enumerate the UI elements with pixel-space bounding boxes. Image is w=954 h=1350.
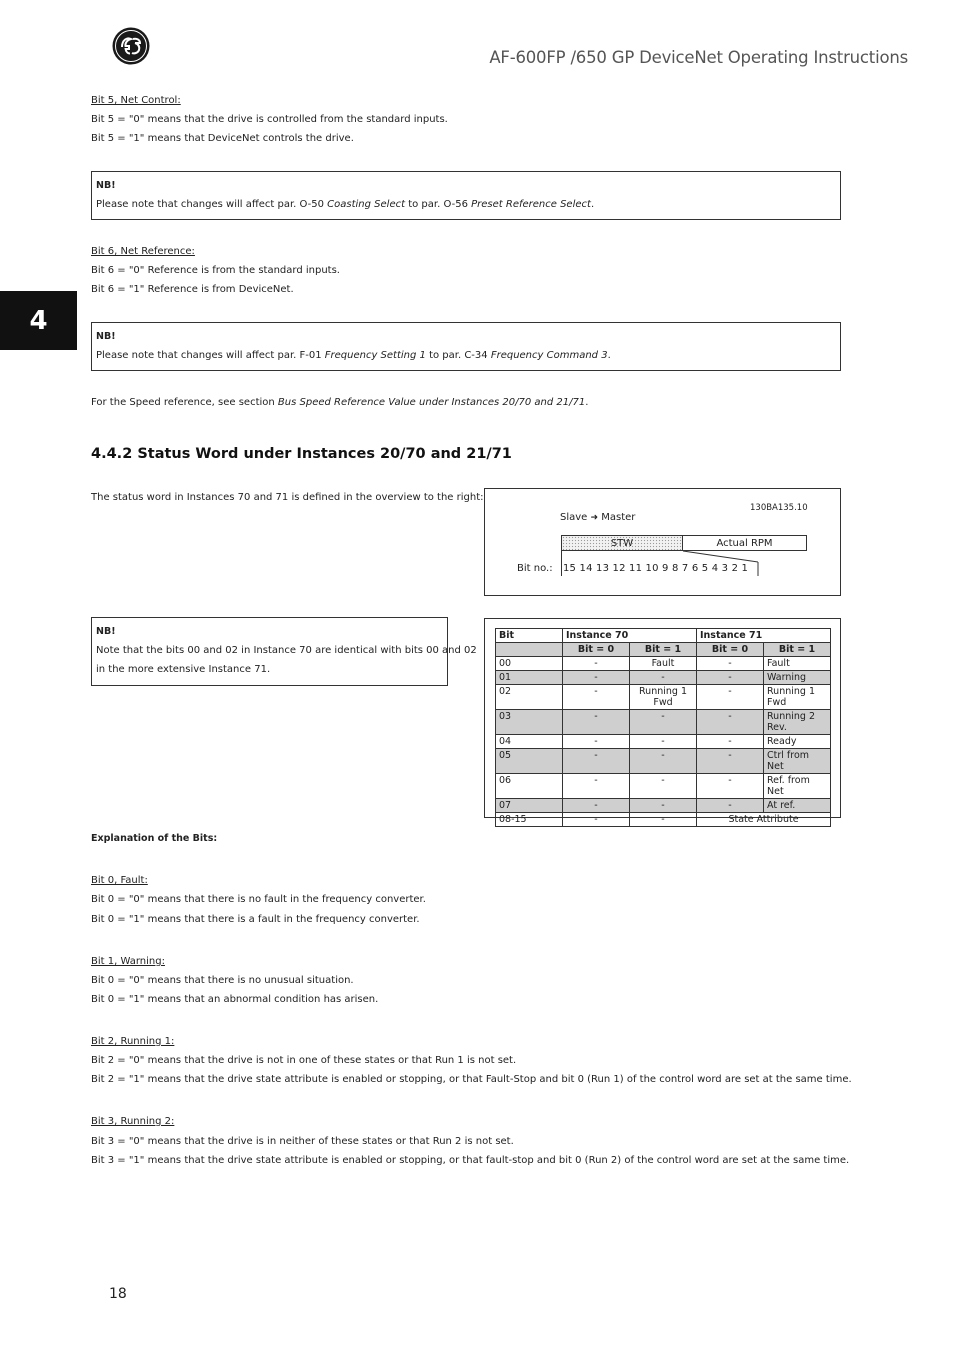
subheader: Bit = 1 <box>630 643 697 657</box>
note-line: Note that the bits 00 and 02 in Instance 70 are identical with bits 00 and 02 <box>96 645 477 656</box>
bit2-line1: Bit 2 = "1" means that the drive state attribute is enabled or stopping, or that Fault-Stop and bit 0 (Run 1) of the control word are set at the same time. <box>91 1074 852 1085</box>
bit2-line0: Bit 2 = "0" means that the drive is not in one of these states or that Run 1 is not set. <box>91 1055 517 1066</box>
header-instance-71: Instance 71 <box>697 629 831 643</box>
table-row <box>496 685 831 710</box>
note-box-3 <box>91 617 477 686</box>
bit0-heading: Bit 0, Fault: <box>91 875 148 886</box>
table-row <box>496 671 831 685</box>
table-row <box>496 749 831 774</box>
cell: State Attribute <box>697 813 831 827</box>
figure-code: 130BA135.10 <box>750 503 808 513</box>
bit1-line1: Bit 0 = "1" means that an abnormal condition has arisen. <box>91 994 379 1005</box>
cell: - <box>630 710 697 735</box>
table-row <box>496 774 831 799</box>
note-text: Please note that changes will affect par. O-50 Coasting Select to par. O-56 Preset Reference Select. <box>96 199 595 210</box>
note-line: in the more extensive Instance 71. <box>96 664 271 675</box>
document-title: AF-600FP /650 GP DeviceNet Operating Instructions <box>489 48 908 67</box>
cell: Ready <box>764 735 831 749</box>
cell-bit: 00 <box>496 657 563 671</box>
table-row <box>496 735 831 749</box>
cell: - <box>563 749 630 774</box>
bit5-heading: Bit 5, Net Control: <box>91 95 181 106</box>
cell: Warning <box>764 671 831 685</box>
status-word-table <box>495 628 831 827</box>
cell-bit: 05 <box>496 749 563 774</box>
cell: At ref. <box>764 799 831 813</box>
cell: - <box>563 735 630 749</box>
direction-label: Slave ➜ Master <box>560 512 636 523</box>
status-word-table-box <box>484 618 841 825</box>
cell: - <box>697 749 764 774</box>
cell: - <box>563 685 630 710</box>
bit1-line0: Bit 0 = "0" means that there is no unusual situation. <box>91 975 354 986</box>
cell: - <box>630 799 697 813</box>
actual-rpm-field: Actual RPM <box>683 535 807 551</box>
cell: - <box>697 735 764 749</box>
cell: - <box>630 749 697 774</box>
speed-reference-text: For the Speed reference, see section Bus Speed Reference Value under Instances 20/70 and 21/71. <box>91 397 589 408</box>
cell-bit: 08-15 <box>496 813 563 827</box>
table-row <box>496 657 831 671</box>
cell-bit: 01 <box>496 671 563 685</box>
cell: Ctrl from Net <box>764 749 831 774</box>
cell: - <box>697 710 764 735</box>
bit3-line1: Bit 3 = "1" means that the drive state attribute is enabled or stopping, or that fault-stop and bit 0 (Run 2) of the control word are set at the same time. <box>91 1155 850 1166</box>
bit5-line1: Bit 5 = "1" means that DeviceNet controls the drive. <box>91 133 354 144</box>
subheader: Bit = 0 <box>563 643 630 657</box>
header-bit: Bit <box>496 629 563 643</box>
section-intro: The status word in Instances 70 and 71 is defined in the overview to the right: <box>91 492 484 503</box>
ge-logo <box>112 27 150 65</box>
bit-numbers: 15 14 13 12 11 10 9 8 7 6 5 4 3 2 1 <box>563 563 749 574</box>
cell: Running 1 Fwd <box>764 685 831 710</box>
section-heading: 4.4.2 Status Word under Instances 20/70 and 21/71 <box>91 446 512 462</box>
note-box-1 <box>91 171 841 220</box>
arrow-right-icon: ➜ <box>590 513 599 523</box>
table-row <box>496 710 831 735</box>
cell-bit: 04 <box>496 735 563 749</box>
subheader: Bit = 1 <box>764 643 831 657</box>
cell-bit: 03 <box>496 710 563 735</box>
page-number: 18 <box>109 1286 127 1302</box>
note-title: NB! <box>96 626 116 637</box>
cell: - <box>563 774 630 799</box>
cell: Fault <box>764 657 831 671</box>
cell: - <box>630 774 697 799</box>
cell: - <box>630 671 697 685</box>
cell-bit: 06 <box>496 774 563 799</box>
cell: - <box>563 657 630 671</box>
cell: - <box>563 799 630 813</box>
cell: Fault <box>630 657 697 671</box>
cell: - <box>697 685 764 710</box>
bit6-heading: Bit 6, Net Reference: <box>91 246 195 257</box>
header-instance-70: Instance 70 <box>563 629 697 643</box>
bit0-line1: Bit 0 = "1" means that there is a fault in the frequency converter. <box>91 914 420 925</box>
cell: - <box>697 657 764 671</box>
status-word-figure <box>484 488 841 596</box>
note-box-2 <box>91 322 841 371</box>
cell: Ref. from Net <box>764 774 831 799</box>
bit0-line0: Bit 0 = "0" means that there is no fault in the frequency converter. <box>91 894 426 905</box>
table-row <box>496 799 831 813</box>
bit1-heading: Bit 1, Warning: <box>91 956 165 967</box>
cell: - <box>630 735 697 749</box>
subheader-empty <box>496 643 563 657</box>
bit2-heading: Bit 2, Running 1: <box>91 1036 175 1047</box>
bit3-heading: Bit 3, Running 2: <box>91 1116 175 1127</box>
note-title: NB! <box>96 180 116 191</box>
cell: - <box>697 671 764 685</box>
bit6-line1: Bit 6 = "1" Reference is from DeviceNet. <box>91 284 294 295</box>
cell: Running 2 Rev. <box>764 710 831 735</box>
table-row <box>496 813 831 827</box>
chapter-tab: 4 <box>0 291 77 350</box>
cell-bit: 07 <box>496 799 563 813</box>
subheader: Bit = 0 <box>697 643 764 657</box>
cell: - <box>697 799 764 813</box>
cell: - <box>630 813 697 827</box>
cell: - <box>563 671 630 685</box>
stw-field: STW <box>561 535 683 551</box>
bit-no-label: Bit no.: <box>517 563 553 574</box>
cell: Running 1 Fwd <box>630 685 697 710</box>
cell: - <box>563 813 630 827</box>
bit6-line0: Bit 6 = "0" Reference is from the standard inputs. <box>91 265 340 276</box>
bit3-line0: Bit 3 = "0" means that the drive is in neither of these states or that Run 2 is not set. <box>91 1136 514 1147</box>
cell-bit: 02 <box>496 685 563 710</box>
note-title: NB! <box>96 331 116 342</box>
cell: - <box>697 774 764 799</box>
explanation-heading: Explanation of the Bits: <box>91 833 218 844</box>
cell: - <box>563 710 630 735</box>
bit5-line0: Bit 5 = "0" means that the drive is controlled from the standard inputs. <box>91 114 448 125</box>
note-text: Please note that changes will affect par. F-01 Frequency Setting 1 to par. C-34 Frequency Command 3. <box>96 350 611 361</box>
